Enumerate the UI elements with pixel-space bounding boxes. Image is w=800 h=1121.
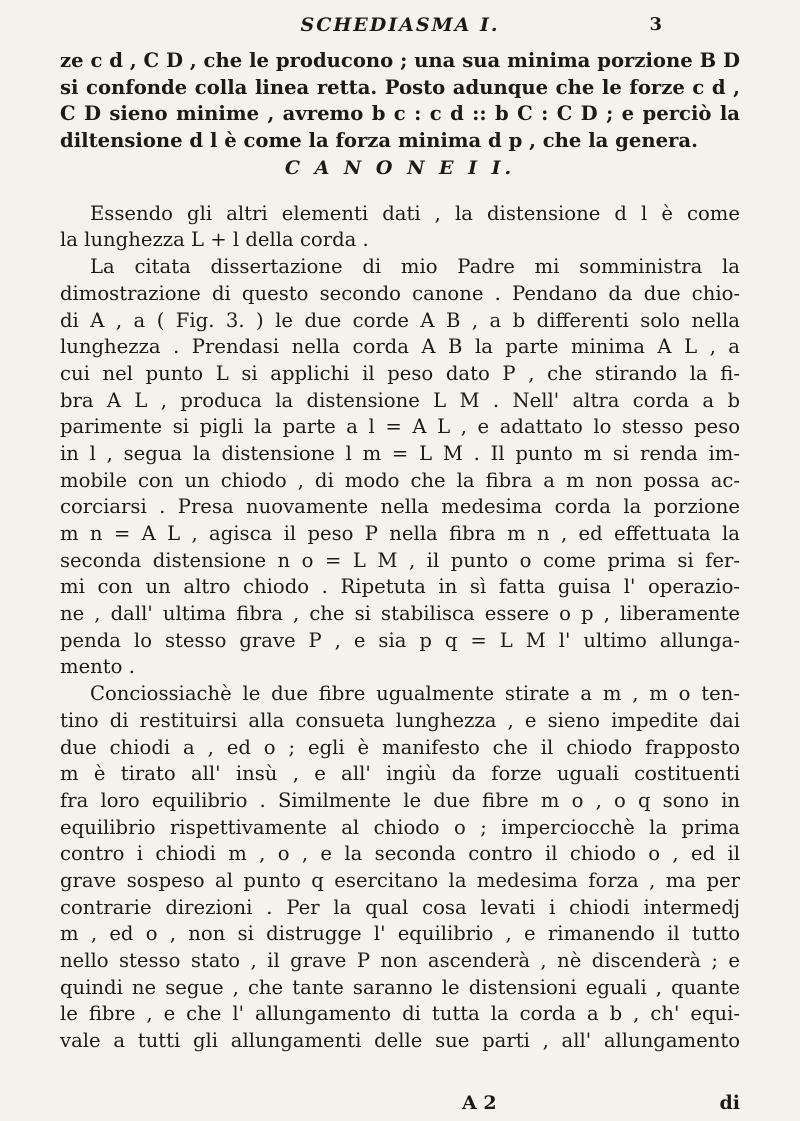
text-line: ze c d , C D , che le producono ; una sua minima porzione B D xyxy=(60,49,740,72)
catchword: di xyxy=(719,1092,740,1114)
text-line: mobile con un chiodo , di modo che la fibra a m non possa ac- xyxy=(60,468,740,492)
text-line: cui nel punto L si applichi il peso dato P , che stirando la fi- xyxy=(60,361,740,385)
text-line: diltensione d l è come la forza minima d p , che la genera. xyxy=(60,129,698,153)
text-line: di A , a ( Fig. 3. ) le due corde A B , a b differenti solo nella xyxy=(60,308,740,332)
text-line: quindi ne segue , che tante saranno le distensioni eguali , quante xyxy=(60,975,740,999)
text-line: grave sospeso al punto q esercitano la medesima forza , ma per xyxy=(60,868,740,892)
text-line: le fibre , e che l' allungamento di tutta la corda a b , ch' equi- xyxy=(60,1002,740,1026)
text-line: m n = A L , agisca il peso P nella fibra m n , ed effettuata la xyxy=(60,522,740,545)
text-line: contro i chiodi m , o , e la seconda contro il chiodo o , ed il xyxy=(60,842,740,866)
text-line: in l , segua la distensione l m = L M . Il punto m si renda im- xyxy=(60,441,740,465)
text-line: m , ed o , non si distrugge l' equilibrio , e rimanendo il tutto xyxy=(60,922,740,946)
text-line: dimostrazione di questo secondo canone . Pendano da due chio- xyxy=(60,281,740,305)
text-line: la lunghezza L + l della corda . xyxy=(60,228,369,252)
text-line: C D sieno minime , avremo b c : c d :: b C : C D ; e perciò la xyxy=(60,102,740,126)
text-line: penda lo stesso grave P , e sia p q = L M l' ultimo allunga- xyxy=(60,628,740,652)
running-head: SCHEDIASMA I. xyxy=(300,14,500,36)
text-line: m è tirato all' insù , e all' ingiù da forze uguali costituenti xyxy=(60,762,740,786)
text-line: parimente si pigli la parte a l = A L , e adattato lo stesso peso xyxy=(60,415,740,439)
body-text xyxy=(60,48,740,1055)
text-line: nello stesso stato , il grave P non ascenderà , nè discenderà ; e xyxy=(60,949,740,972)
text-line: ne , dall' ultima fibra , che si stabilisca essere o p , liberamente xyxy=(60,602,740,626)
demonstration-paragraph xyxy=(60,254,740,681)
text-line: Conciossiachè le due fibre ugualmente stirate a m , m o ten- xyxy=(90,682,740,706)
text-line: due chiodi a , ed o ; egli è manifesto che il chiodo frapposto xyxy=(60,735,740,759)
text-line: tino di restituirsi alla consueta lunghezza , e sieno impedite dai xyxy=(60,708,740,732)
text-line: contrarie direzioni . Per la qual cosa levati i chiodi intermedj xyxy=(60,895,740,919)
canon-statement xyxy=(60,201,740,254)
text-line: Essendo gli altri elementi dati , la distensione d l è come xyxy=(90,201,740,225)
text-line: La citata dissertazione di mio Padre mi somministra la xyxy=(90,255,740,279)
text-line: equilibrio rispettivamente al chiodo o ; imperciocchè la prima xyxy=(60,815,740,839)
equilibrium-paragraph xyxy=(60,681,740,1055)
text-line: fra loro equilibrio . Similmente le due fibre m o , o q sono in xyxy=(60,788,740,812)
text-line: si confonde colla linea retta. Posto adunque che le forze c d , xyxy=(60,75,740,99)
text-line: seconda distensione n o = L M , il punto o come prima si fer- xyxy=(60,548,740,572)
text-line: lunghezza . Prendasi nella corda A B la parte minima A L , a xyxy=(60,335,740,359)
signature-mark: A 2 xyxy=(462,1092,497,1114)
page-number: 3 xyxy=(649,14,662,35)
text-line: corciarsi . Presa nuovamente nella medesima corda la porzione xyxy=(60,495,740,519)
text-line: vale a tutti gli allungamenti delle sue parti , all' allungamento xyxy=(60,1029,740,1053)
paragraph-continuation xyxy=(60,48,740,155)
section-heading: C A N O N E I I. xyxy=(284,156,516,179)
text-line: bra A L , produca la distensione L M . Nell' altra corda a b xyxy=(60,388,740,412)
text-line: mi con un altro chiodo . Ripetuta in sì fatta guisa l' operazio- xyxy=(60,575,740,599)
text-line: mento . xyxy=(60,655,135,679)
